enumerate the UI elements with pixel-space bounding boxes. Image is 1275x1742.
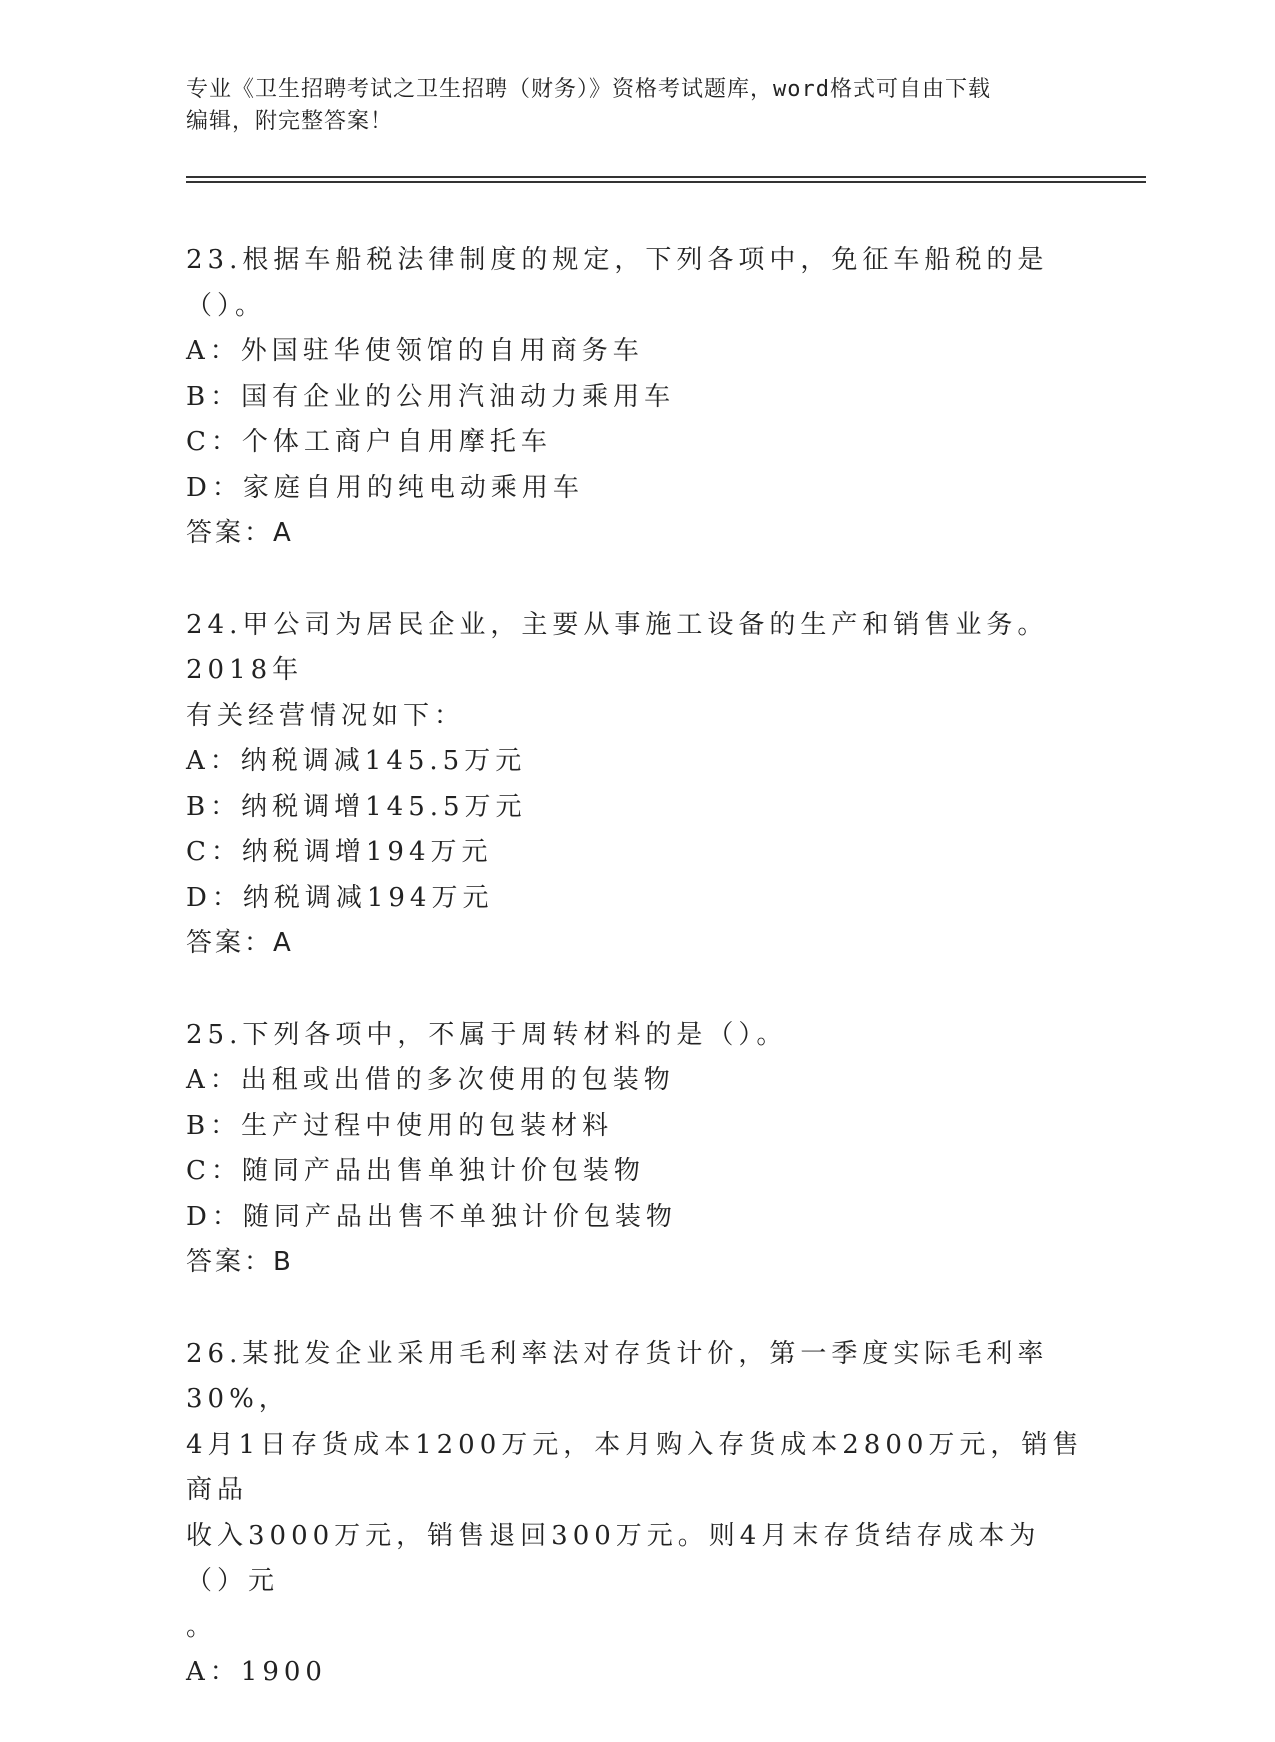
- question-26: [186, 1332, 1086, 1696]
- option-b: B：生产过程中使用的包装材料: [186, 1110, 614, 1141]
- document-header: [186, 74, 1086, 138]
- option-a: A：纳税调减145.5万元: [186, 746, 527, 776]
- option-d: D：纳税调减194万元: [186, 882, 494, 913]
- option-a: A：外国驻华使领馆的自用商务车: [186, 336, 644, 366]
- question-text: 25.下列各项中，不属于周转材料的是（）。: [186, 1019, 788, 1050]
- question-25: [186, 1013, 1086, 1286]
- header-title-line-1: 专业《卫生招聘考试之卫生招聘（财务）》资格考试题库，word格式可自由下载: [186, 77, 991, 102]
- option-c: C：个体工商户自用摩托车: [186, 427, 552, 457]
- option-c: C：纳税调增194万元: [186, 837, 493, 867]
- option-b: B：国有企业的公用汽油动力乘用车: [186, 381, 676, 412]
- question-text-continued: 有关经营情况如下：: [186, 700, 466, 731]
- question-text: 23.根据车船税法律制度的规定，下列各项中，免征车船税的是（）。: [186, 245, 1049, 321]
- answer-label: 答案：B: [186, 1247, 294, 1277]
- option-a: A：1900: [186, 1657, 327, 1687]
- option-c: C：随同产品出售单独计价包装物: [186, 1156, 645, 1186]
- question-text-continued: 4月1日存货成本1200万元，本月购入存货成本2800万元，销售商品: [186, 1429, 1084, 1505]
- question-list: [186, 238, 1086, 1742]
- header-title-line-2: 编辑，附完整答案！: [186, 109, 394, 134]
- question-23: [186, 238, 1086, 557]
- question-text: 24.甲公司为居民企业，主要从事施工设备的生产和销售业务。2018年: [186, 609, 1049, 685]
- question-24: [186, 603, 1086, 967]
- option-d: D：随同产品出售不单独计价包装物: [186, 1201, 677, 1232]
- question-text-continued: 。: [186, 1611, 218, 1642]
- option-a: A：出租或出借的多次使用的包装物: [186, 1065, 675, 1095]
- question-text-continued: 收入3000万元，销售退回300万元。则4月末存货结存成本为（）元: [186, 1520, 1041, 1596]
- answer-label: 答案：A: [186, 518, 294, 548]
- header-divider-top: [186, 176, 1146, 178]
- answer-label: 答案：A: [186, 928, 294, 958]
- option-d: D：家庭自用的纯电动乘用车: [186, 472, 584, 503]
- header-divider-bottom: [186, 181, 1146, 183]
- question-text: 26.某批发企业采用毛利率法对存货计价，第一季度实际毛利率30%，: [186, 1338, 1049, 1414]
- option-b: B：纳税调增145.5万元: [186, 791, 527, 822]
